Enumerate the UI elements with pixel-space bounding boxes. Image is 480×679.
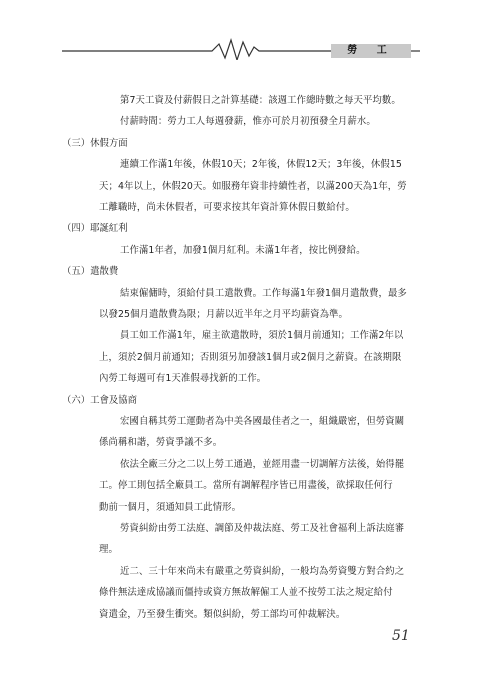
paragraph-line: 工離職時，尚未休假者，可要求按其年資計算休假日數給付。	[99, 202, 355, 213]
paragraph-line: 結束僱傭時，須給付員工遣散費。工作每滿1年發1個月遣散費，最多	[120, 287, 407, 299]
paragraph-line: 勞資糾紛由勞工法庭、調節及仲裁法庭、勞工及社會福利上訴法庭審	[120, 523, 405, 534]
paragraph-line: 理。	[99, 544, 118, 556]
paragraph-line: 工作滿1年者，加發1個月紅利。未滿1年者，按比例發給。	[120, 244, 366, 256]
page-header	[0, 0, 480, 60]
paragraph-line: 係尚稱和諧，勞資爭議不多。	[99, 437, 223, 449]
paragraph-line: 內勞工每週可有1天准假尋找新的工作。	[99, 373, 267, 385]
paragraph-line: 宏國自稱其勞工運動者為中美各國最佳者之一，組織嚴密，但勞資關	[120, 416, 405, 427]
paragraph-line: 員工如工作滿1年，雇主欲遣散時，須於1個月前通知；工作滿2年以	[120, 330, 404, 342]
paragraph-line: 近二、三十年來尚未有嚴重之勞資糾紛，一般均為勞資雙方對合約之	[120, 565, 405, 577]
paragraph-line: 付薪時間：勞力工人每週發薪，惟亦可於月初預發全月薪水。	[120, 116, 376, 128]
page-number: 51	[392, 628, 410, 644]
section-heading: （四）耶誕紅利	[62, 223, 128, 235]
paragraph-line: 條件無法達成協議而僵持或資方無故解僱工人並不按勞工法之規定給付	[99, 587, 393, 599]
paragraph-line: 第7天工資及付薪假日之計算基礎：該週工作總時數之每天平均數。	[120, 95, 401, 106]
paragraph-line: 連續工作滿1年後，休假10天；2年後，休假12天；3年後，休假15	[120, 159, 402, 171]
paragraph-line: 依法全廠三分之二以上勞工通過，並經用盡一切調解方法後，始得罷	[120, 458, 405, 470]
paragraph-line: 資遣金，乃至發生衝突。類似糾紛，勞工部均可仲裁解決。	[99, 608, 346, 620]
paragraph-line: 動前一個月，須通知員工此情形。	[99, 501, 242, 513]
section-heading: （三）休假方面	[62, 137, 128, 149]
paragraph-line: 上，須於2個月前通知；否則須另加發該1個月或2個月之薪資。在該期限	[99, 351, 402, 363]
chapter-title: 勞 工	[331, 44, 411, 58]
section-heading: （六）工會及協商	[62, 394, 138, 406]
paragraph-line: 以發25個月遣散費為限；月薪以近半年之月平均薪資為準。	[99, 309, 349, 320]
paragraph-line: 天；4年以上，休假20天。如服務年資非持續性者，以滿200天為1年，勞	[99, 180, 407, 192]
paragraph-line: 工。停工則包括全廠員工。當所有調解程序皆已用盡後，欲採取任何行	[99, 480, 393, 492]
section-heading: （五）遣散費	[62, 266, 119, 278]
